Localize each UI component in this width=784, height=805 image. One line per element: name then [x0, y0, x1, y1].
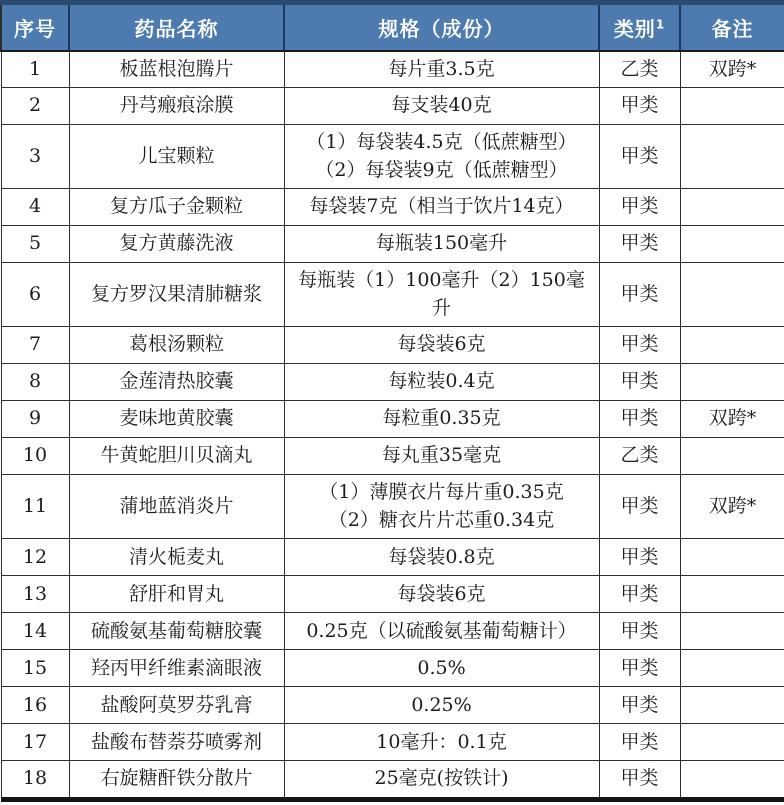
cell-specification [284, 327, 599, 364]
cell-drug-name: 复方罗汉果清肺糖浆 [69, 263, 284, 327]
cell-remarks [680, 364, 784, 401]
table-row [1, 438, 784, 475]
cell-category: 甲类 [599, 650, 680, 687]
cell-drug-name: 麦味地黄胶囊 [69, 401, 284, 438]
cell-specification [284, 125, 599, 189]
table-header-row [1, 3, 784, 51]
specification-line: （2）每袋装9克（低蔗糖型） [315, 158, 568, 181]
table-row [1, 125, 784, 189]
cell-specification [284, 263, 599, 327]
cell-remarks [680, 687, 784, 724]
cell-drug-name: 板蓝根泡腾片 [69, 51, 284, 88]
cell-category: 甲类 [599, 263, 680, 327]
cell-serial-number: 9 [1, 401, 69, 438]
table-row [1, 475, 784, 539]
cell-serial-number: 1 [1, 51, 69, 88]
cell-serial-number: 8 [1, 364, 69, 401]
cell-drug-name: 复方黄藤洗液 [69, 226, 284, 263]
cell-specification [284, 226, 599, 263]
cell-remarks [680, 613, 784, 650]
cell-remarks [680, 539, 784, 576]
table-body [1, 51, 784, 800]
specification-line: 25毫克(按铁计) [374, 767, 509, 790]
cell-serial-number: 18 [1, 761, 69, 800]
cell-category: 甲类 [599, 761, 680, 800]
specification-line: 0.25克（以硫酸氨基葡萄糖计） [306, 619, 577, 642]
cell-remarks [680, 125, 784, 189]
header-drug-name: 药品名称 [69, 3, 284, 51]
cell-serial-number: 6 [1, 263, 69, 327]
cell-serial-number: 16 [1, 687, 69, 724]
cell-specification [284, 475, 599, 539]
cell-category: 乙类 [599, 438, 680, 475]
cell-drug-name: 硫酸氨基葡萄糖胶囊 [69, 613, 284, 650]
cell-specification [284, 189, 599, 226]
cell-serial-number: 4 [1, 189, 69, 226]
specification-line: 每瓶装150毫升 [375, 232, 508, 255]
specification-line: （1）每袋装4.5克（低蔗糖型） [306, 131, 577, 154]
cell-drug-name: 丹芎瘢痕涂膜 [69, 88, 284, 125]
table-row [1, 687, 784, 724]
cell-drug-name: 右旋糖酐铁分散片 [69, 761, 284, 800]
table-row [1, 263, 784, 327]
cell-serial-number: 11 [1, 475, 69, 539]
header-remarks: 备注 [680, 3, 784, 51]
cell-specification [284, 613, 599, 650]
specification-line: （1）薄膜衣片每片重0.35克 [319, 481, 564, 504]
cell-drug-name: 儿宝颗粒 [69, 125, 284, 189]
cell-remarks [680, 327, 784, 364]
cell-serial-number: 12 [1, 539, 69, 576]
cell-category: 甲类 [599, 125, 680, 189]
cell-remarks: 双跨* [680, 401, 784, 438]
cell-category: 甲类 [599, 724, 680, 761]
cell-specification [284, 687, 599, 724]
table-row [1, 226, 784, 263]
cell-category: 甲类 [599, 189, 680, 226]
cell-serial-number: 2 [1, 88, 69, 125]
cell-remarks [680, 650, 784, 687]
table-row [1, 327, 784, 364]
cell-remarks [680, 189, 784, 226]
cell-specification [284, 51, 599, 88]
cell-serial-number: 10 [1, 438, 69, 475]
specification-line: 每袋装6克 [397, 582, 486, 605]
cell-specification [284, 724, 599, 761]
cell-category: 甲类 [599, 364, 680, 401]
header-specification: 规格（成份） [284, 3, 599, 51]
cell-category: 甲类 [599, 226, 680, 263]
header-serial-number: 序号 [1, 3, 69, 51]
specification-line: 0.5% [417, 656, 466, 679]
cell-specification [284, 401, 599, 438]
table-row [1, 761, 784, 800]
table-row [1, 613, 784, 650]
cell-specification [284, 650, 599, 687]
header-category-label: 类别 [613, 16, 656, 41]
cell-remarks [680, 724, 784, 761]
cell-drug-name: 盐酸阿莫罗芬乳膏 [69, 687, 284, 724]
specification-line: 每袋装7克（相当于饮片14克） [309, 195, 574, 218]
cell-drug-name: 盐酸布替萘芬喷雾剂 [69, 724, 284, 761]
cell-specification [284, 576, 599, 613]
specification-line: 每支装40克 [391, 94, 492, 117]
specification-line: （2）糖衣片片芯重0.34克 [328, 508, 555, 531]
header-category [599, 3, 680, 51]
specification-line: 10毫升：0.1克 [376, 730, 507, 753]
cell-specification [284, 364, 599, 401]
cell-remarks [680, 226, 784, 263]
specification-line: 每粒重0.35克 [382, 407, 501, 430]
cell-category: 甲类 [599, 539, 680, 576]
specification-line: 每袋装0.8克 [388, 545, 495, 568]
cell-drug-name: 清火栀麦丸 [69, 539, 284, 576]
cell-remarks [680, 761, 784, 800]
specification-line: 0.25% [411, 693, 472, 716]
cell-category: 甲类 [599, 88, 680, 125]
cell-drug-name: 羟丙甲纤维素滴眼液 [69, 650, 284, 687]
cell-remarks [680, 576, 784, 613]
cell-remarks: 双跨* [680, 51, 784, 88]
table-row [1, 576, 784, 613]
specification-line: 每丸重35毫克 [381, 444, 502, 467]
cell-drug-name: 金莲清热胶囊 [69, 364, 284, 401]
cell-serial-number: 5 [1, 226, 69, 263]
cell-category: 乙类 [599, 51, 680, 88]
cell-remarks [680, 438, 784, 475]
cell-specification [284, 88, 599, 125]
specification-line: 每袋装6克 [397, 333, 486, 356]
cell-serial-number: 17 [1, 724, 69, 761]
specification-line: 每片重3.5克 [388, 57, 495, 80]
cell-serial-number: 7 [1, 327, 69, 364]
specification-line: 每粒装0.4克 [388, 370, 495, 393]
cell-serial-number: 13 [1, 576, 69, 613]
cell-serial-number: 14 [1, 613, 69, 650]
cell-drug-name: 葛根汤颗粒 [69, 327, 284, 364]
table-row [1, 539, 784, 576]
cell-remarks: 双跨* [680, 475, 784, 539]
cell-category: 甲类 [599, 576, 680, 613]
cell-drug-name: 舒肝和胃丸 [69, 576, 284, 613]
table-row [1, 88, 784, 125]
table-row [1, 189, 784, 226]
cell-specification [284, 438, 599, 475]
table-row [1, 364, 784, 401]
table-row [1, 650, 784, 687]
cell-category: 甲类 [599, 613, 680, 650]
cell-specification [284, 539, 599, 576]
cell-drug-name: 蒲地蓝消炎片 [69, 475, 284, 539]
cell-category: 甲类 [599, 475, 680, 539]
table-row [1, 401, 784, 438]
cell-serial-number: 15 [1, 650, 69, 687]
cell-specification [284, 761, 599, 800]
cell-category: 甲类 [599, 401, 680, 438]
table-row [1, 51, 784, 88]
cell-remarks [680, 263, 784, 327]
specification-line: 每瓶装（1）100毫升（2）150毫升 [298, 269, 585, 319]
header-category-footnote-superscript: 1 [655, 17, 666, 32]
table-row [1, 724, 784, 761]
cell-category: 甲类 [599, 687, 680, 724]
cell-drug-name: 复方瓜子金颗粒 [69, 189, 284, 226]
cell-remarks [680, 88, 784, 125]
cell-serial-number: 3 [1, 125, 69, 189]
cell-drug-name: 牛黄蛇胆川贝滴丸 [69, 438, 284, 475]
cell-category: 甲类 [599, 327, 680, 364]
